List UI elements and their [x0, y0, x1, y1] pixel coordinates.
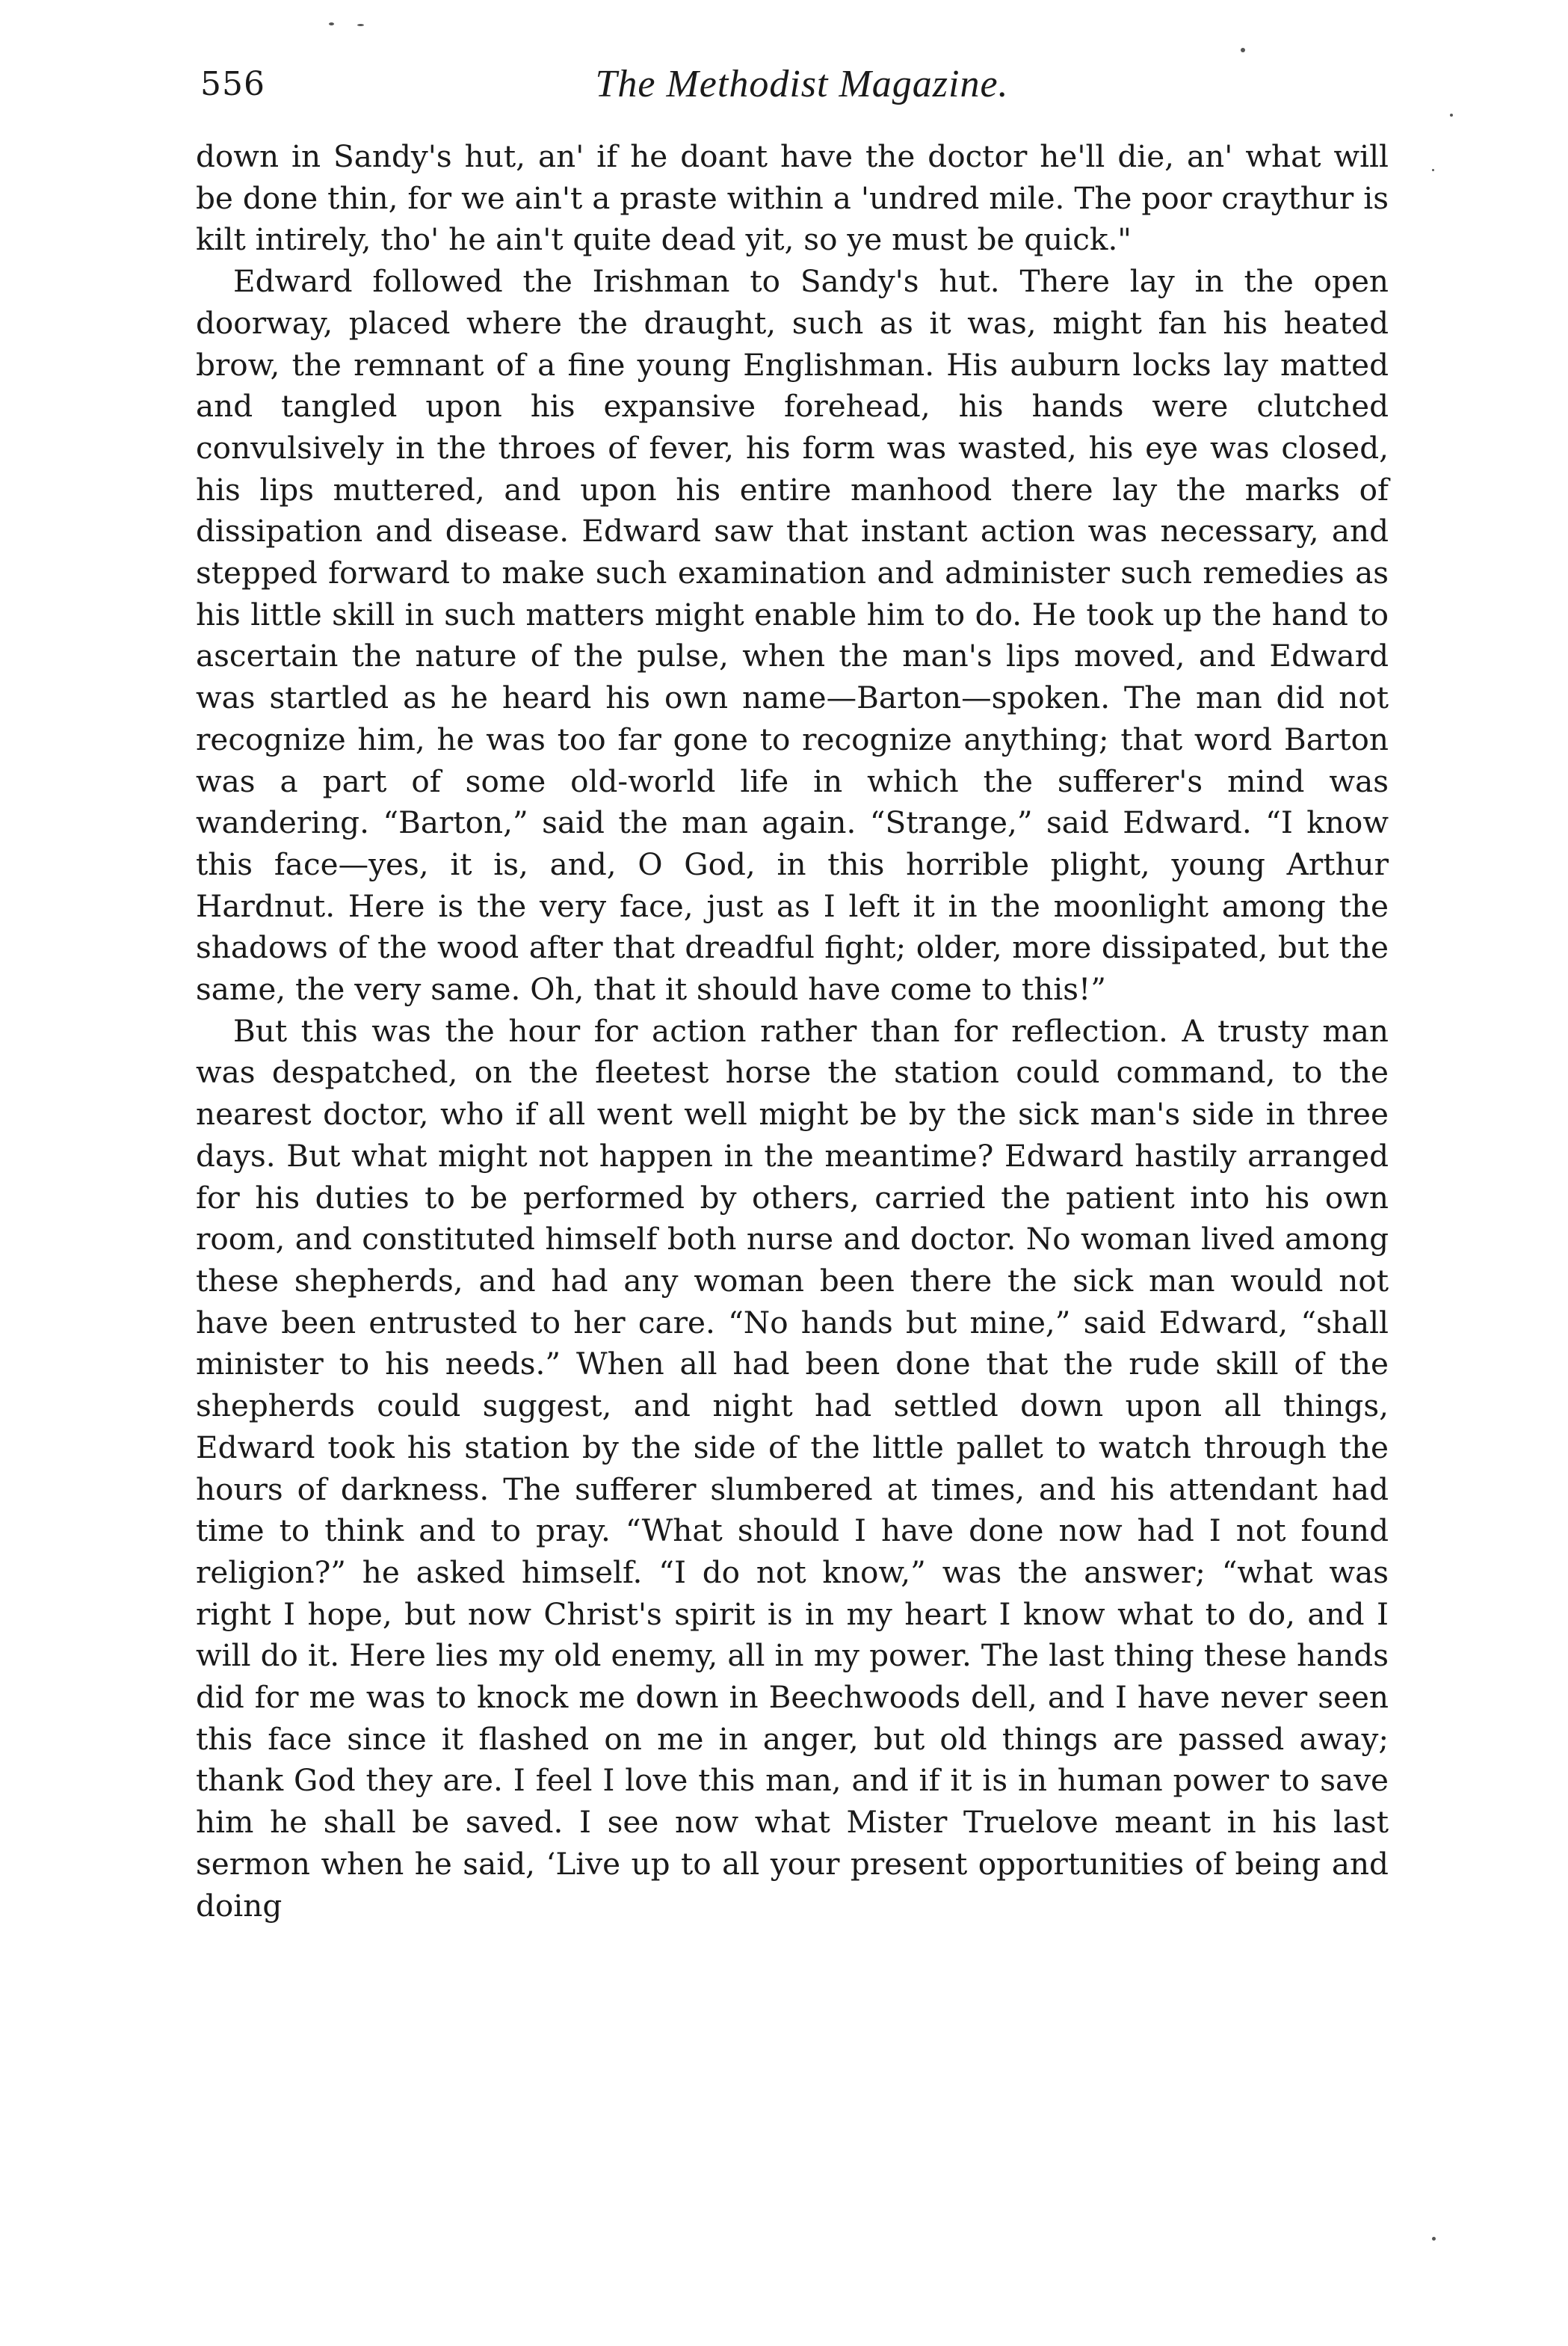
scan-speck: [357, 24, 364, 26]
page-number: 556: [200, 65, 265, 103]
scan-speck: [1432, 2237, 1436, 2241]
running-title: The Methodist Magazine.: [595, 63, 1009, 105]
page-header: [200, 58, 1381, 111]
paragraph: Edward followed the Irishman to Sandy's hut. There lay in the open doorway, placed where the draught, such as it was, might fan his heated brow, the remnant of a fine young Englishman. His auburn locks lay matted and tangled upon his expansive forehead, his hands were clutched convulsively in the throes of fever, his form was wasted, his eye was closed, his lips muttered, and upon his entire manhood there lay the marks of dissipation and disease. Edward saw that instant action was necessary, and stepped forward to make such examination and administer such remedies as his little skill in such matters might enable him to do. He took up the hand to ascertain the nature of the pulse, when the man's lips moved, and Edward was startled as he heard his own name—Barton—spoken. The man did not recognize him, he was too far gone to recognize anything; that word Barton was a part of some old-world life in which the sufferer's mind was wandering. “Barton,” said the man again. “Strange,” said Edward. “I know this face—yes, it is, and, O God, in this horrible plight, young Arthur Hardnut. Here is the very face, just as I left it in the moonlight among the shadows of the wood after that dreadful fight; older, more dissipated, but the same, the very same. Oh, that it should have come to this!”: [196, 263, 1389, 1008]
scan-speck: [1432, 169, 1434, 171]
paragraph: down in Sandy's hut, an' if he doant have the doctor he'll die, an' what will be done thin, for we ain't a praste within a 'undred mile. The poor craythur is kilt intirely, tho' he ain't quite dead yit, so ye must be quick.": [196, 138, 1389, 258]
scan-speck: [329, 22, 334, 25]
paragraph: But this was the hour for action rather than for reflection. A trusty man was despatched, on the fleetest horse the station could command, to the nearest doctor, who if all went well might be by the sick man's side in three days. But what might not happen in the meantime? Edward hastily arranged for his duties to be performed by others, carried the patient into his own room, and constituted himself both nurse and doctor. No woman lived among these shepherds, and had any woman been there the sick man would not have been entrusted to her care. “No hands but mine,” said Edward, “shall minister to his needs.” When all had been done that the rude skill of the shepherds could suggest, and night had settled down upon all things, Edward took his station by the side of the little pallet to watch through the hours of darkness. The sufferer slumbered at times, and his attendant had time to think and to pray. “What should I have done now had I not found religion?” he asked himself. “I do not know,” was the answer; “what was right I hope, but now Christ's spirit is in my heart I know what to do, and I will do it. Here lies my old enemy, all in my power. The last thing these hands did for me was to knock me down in Beechwoods dell, and I have never seen this face since it flashed on me in anger, but old things are passed away; thank God they are. I feel I love this man, and if it is in human power to save him he shall be saved. I see now what Mister Truelove meant in his last sermon when he said, ‘Live up to all your present opportunities of being and doing: [196, 1012, 1389, 1924]
article-body: [196, 136, 1389, 1927]
scan-speck: [1450, 114, 1453, 117]
scan-speck: [1241, 48, 1245, 52]
